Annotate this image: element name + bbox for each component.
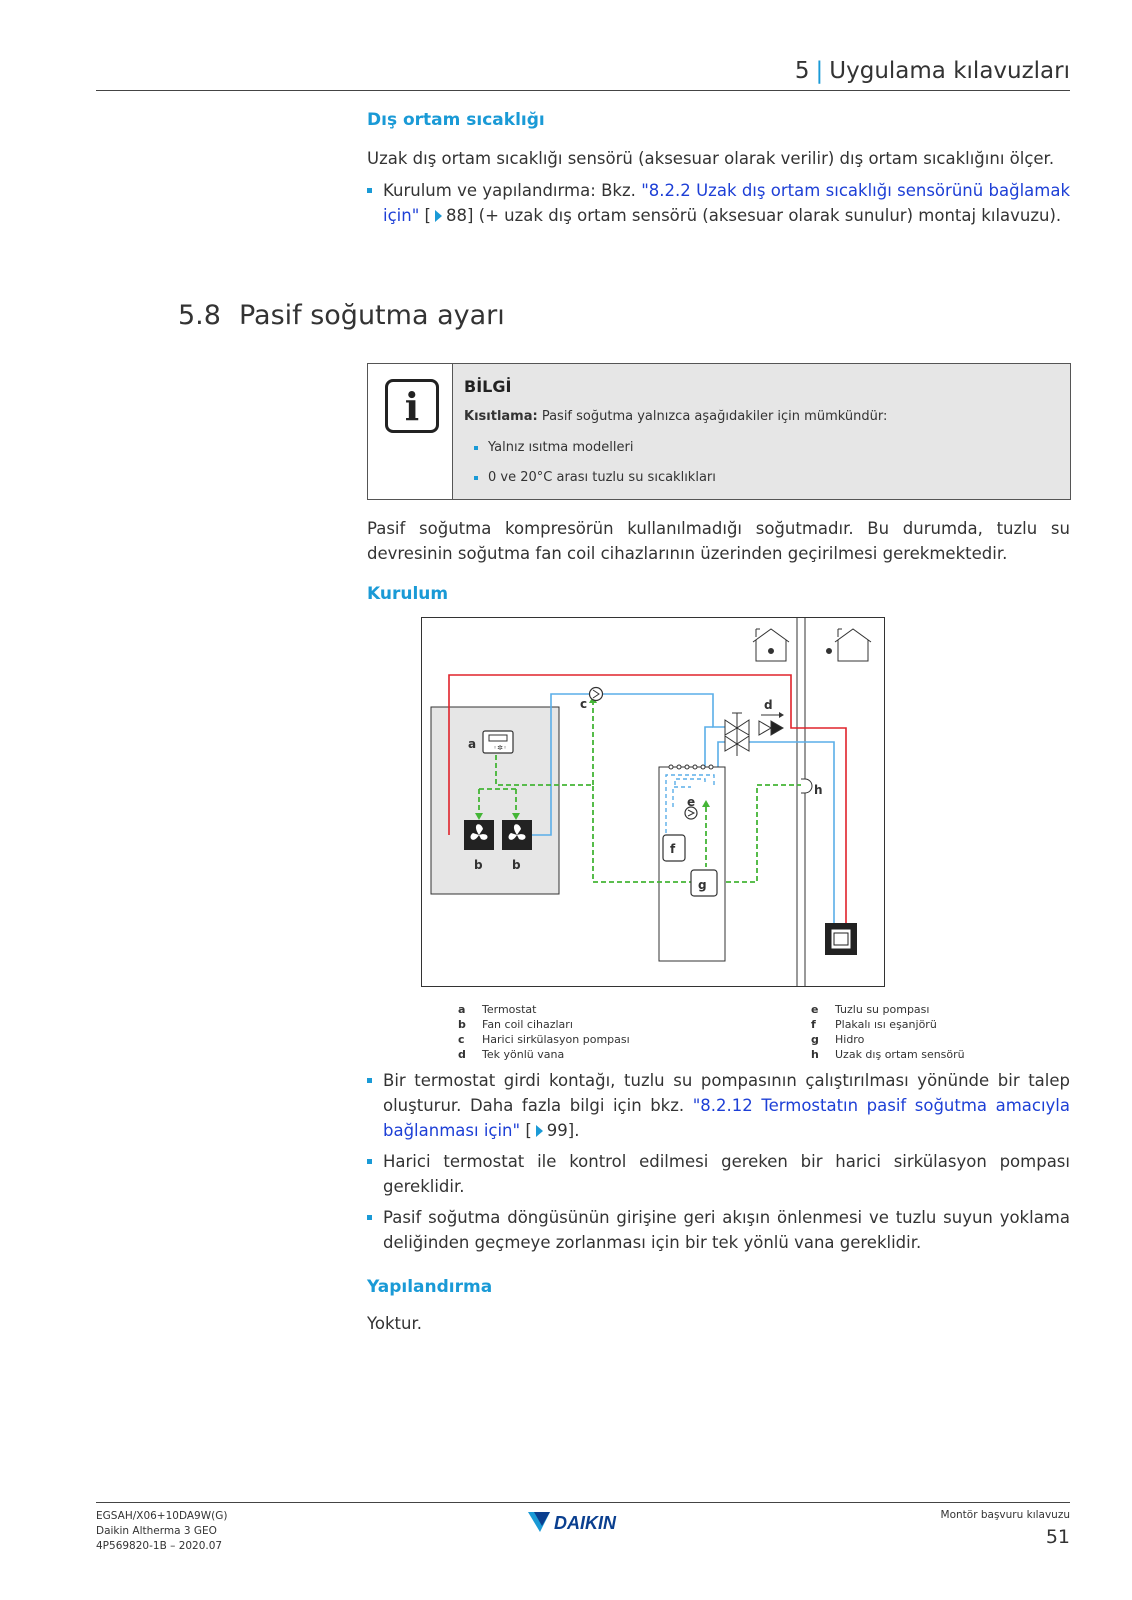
page-ref-arrow-icon [435,210,442,222]
legend-left [458,1002,630,1062]
bullet-end: . [574,1121,580,1140]
label-h: h [814,783,823,797]
chapter-number: 5 [794,58,810,84]
legend-item [458,1002,630,1017]
config-text: Yoktur. [367,1314,422,1333]
legend-item [811,1002,965,1017]
thermostat-glyph: ◦✲◦ [493,744,508,752]
legend-item [811,1032,965,1047]
legend-key: f [811,1018,816,1031]
info-title: BİLGİ [464,377,512,396]
legend-text: Tuzlu su pompası [835,1003,930,1016]
info-restriction-text: Pasif soğutma yalnızca aşağıdakiler için mümkündür: [541,409,888,424]
legend-text: Fan coil cihazları [482,1018,573,1031]
legend-key: a [458,1003,466,1016]
label-g: g [698,878,707,892]
header-rule [96,90,1070,91]
info-item-text: 0 ve 20°C arası tuzlu su sıcaklıkları [488,470,716,485]
info-item-text: Yalnız ısıtma modelleri [488,440,634,455]
legend-item [811,1047,965,1062]
chapter-header [795,58,1070,84]
install-heading: Kurulum [367,584,449,604]
info-restriction [464,409,887,424]
config-heading: Yapılandırma [367,1277,493,1297]
outdoor-sensor-icon [801,779,812,793]
info-item [474,470,716,485]
legend-text: Harici sirkülasyon pompası [482,1033,630,1046]
info-box [367,363,1071,500]
label-b: b [512,858,521,872]
page-ref-arrow-icon [536,1125,543,1137]
info-icon: i [385,379,439,433]
legend-item [458,1017,630,1032]
daikin-logo-mark [528,1510,638,1534]
section-number: 5.8 [178,300,221,331]
legend-text: Uzak dış ortam sensörü [835,1048,965,1061]
legend-key: e [811,1003,819,1016]
install-bullet [367,1205,1070,1255]
page-number: 51 [1045,1526,1070,1548]
outdoor-heading: Dış ortam sıcaklığı [367,110,545,130]
footer-rule [96,1502,1070,1503]
circulation-pump-icon [590,688,603,701]
install-bullet: Bir termostat girdi kontağı, tuzlu su pompasının çalıştırılması yönünde bir talep oluşturur. Daha fazla bilgi için bkz. "8.2.12 Termostatın pasif soğutma amacıyla bağlanması için" [ 99]. [367,1068,1070,1143]
legend-key: d [458,1048,466,1061]
legend-key: h [811,1048,819,1061]
info-icon-cell [368,364,453,499]
label-c: c [580,697,588,711]
bullet-text: Bir termostat girdi kontağı, tuzlu su pompasının çalıştırılması yönünde bir talep oluşturur. Daha fazla bilgi için bkz. [383,1071,1070,1115]
footer-manual-name: Montör başvuru kılavuzu [940,1509,1070,1521]
legend-key: c [458,1033,465,1046]
label-f: f [670,842,676,856]
legend-text: Termostat [482,1003,537,1016]
label-e: e [687,795,696,809]
legend-item [811,1017,965,1032]
thermostat-page-ref[interactable]: 99 [546,1121,568,1140]
install-bullet [367,1149,1070,1199]
footer-product: Daikin Altherma 3 GEO [96,1525,217,1537]
section-title [178,300,505,331]
bullet-text: Harici termostat ile kontrol edilmesi gereken bir harici sirkülasyon pompası gereklidir. [383,1152,1070,1196]
outdoor-page-ref[interactable]: 88 [445,206,467,225]
label-b: b [474,858,483,872]
label-a: a [468,737,477,751]
footer-model: EGSAH/X06+10DA9W(G) [96,1510,228,1522]
thermostat-link[interactable]: "8.2.12 Termostatın pasif soğutma amacıyla bağlanması için" [383,1096,1070,1140]
info-item [474,440,633,455]
chapter-separator: | [815,58,824,84]
legend-text: Hidro [835,1033,865,1046]
legend-text: Tek yönlü vana [482,1048,565,1061]
footer-doc-info [96,1509,227,1554]
outdoor-bullet: Kurulum ve yapılandırma: Bkz. "8.2.2 Uzak dış ortam sıcaklığı sensörünü bağlamak için" [ 88] (+ uzak dış ortam sensörü (aksesuar olarak sunulur) montaj kılavuzu). [367,178,1070,228]
legend-item [458,1032,630,1047]
legend-item [458,1047,630,1062]
install-bullet-list [367,1068,1070,1261]
outdoor-bullet-list [367,178,1070,234]
passive-cooling-diagram [421,617,885,987]
bullet-text: Pasif soğutma döngüsünün girişine geri akışın önlenmesi ve tuzlu suyun yoklama deliğinden geçmeye zorlanması için bir tek yönlü vana gereklidir. [383,1208,1070,1252]
logo-text: DAIKIN [554,1513,616,1533]
legend-text: Plakalı ısı eşanjörü [835,1018,937,1031]
outdoor-bullet-suffix: (+ uzak dış ortam sensörü (aksesuar olarak sunulur) montaj kılavuzu). [478,206,1062,225]
intro-text: Pasif soğutma kompresörün kullanılmadığı soğutmadır. Bu durumda, tuzlu su devresinin soğutma fan coil cihazlarının üzerinden geçirilmesi gerekmektedir. [367,519,1070,563]
legend-key: g [811,1033,819,1046]
legend-key: b [458,1018,466,1031]
chapter-title: Uygulama kılavuzları [829,58,1070,84]
legend-right [811,1002,965,1062]
section-name: Pasif soğutma ayarı [238,300,505,331]
info-restriction-label: Kısıtlama: [464,409,538,424]
daikin-logo [528,1510,638,1538]
outdoor-text: Uzak dış ortam sıcaklığı sensörü (aksesuar olarak verilir) dış ortam sıcaklığını ölçer. [367,149,1055,168]
outdoor-sensor-link[interactable]: "8.2.2 Uzak dış ortam sıcaklığı sensörünü bağlamak için" [383,181,1071,225]
outdoor-bullet-prefix: Kurulum ve yapılandırma: Bkz. [383,181,636,200]
label-d: d [764,698,773,712]
ground-collector-icon [825,923,857,955]
footer-doc-number: 4P569820-1B – 2020.07 [96,1540,223,1552]
